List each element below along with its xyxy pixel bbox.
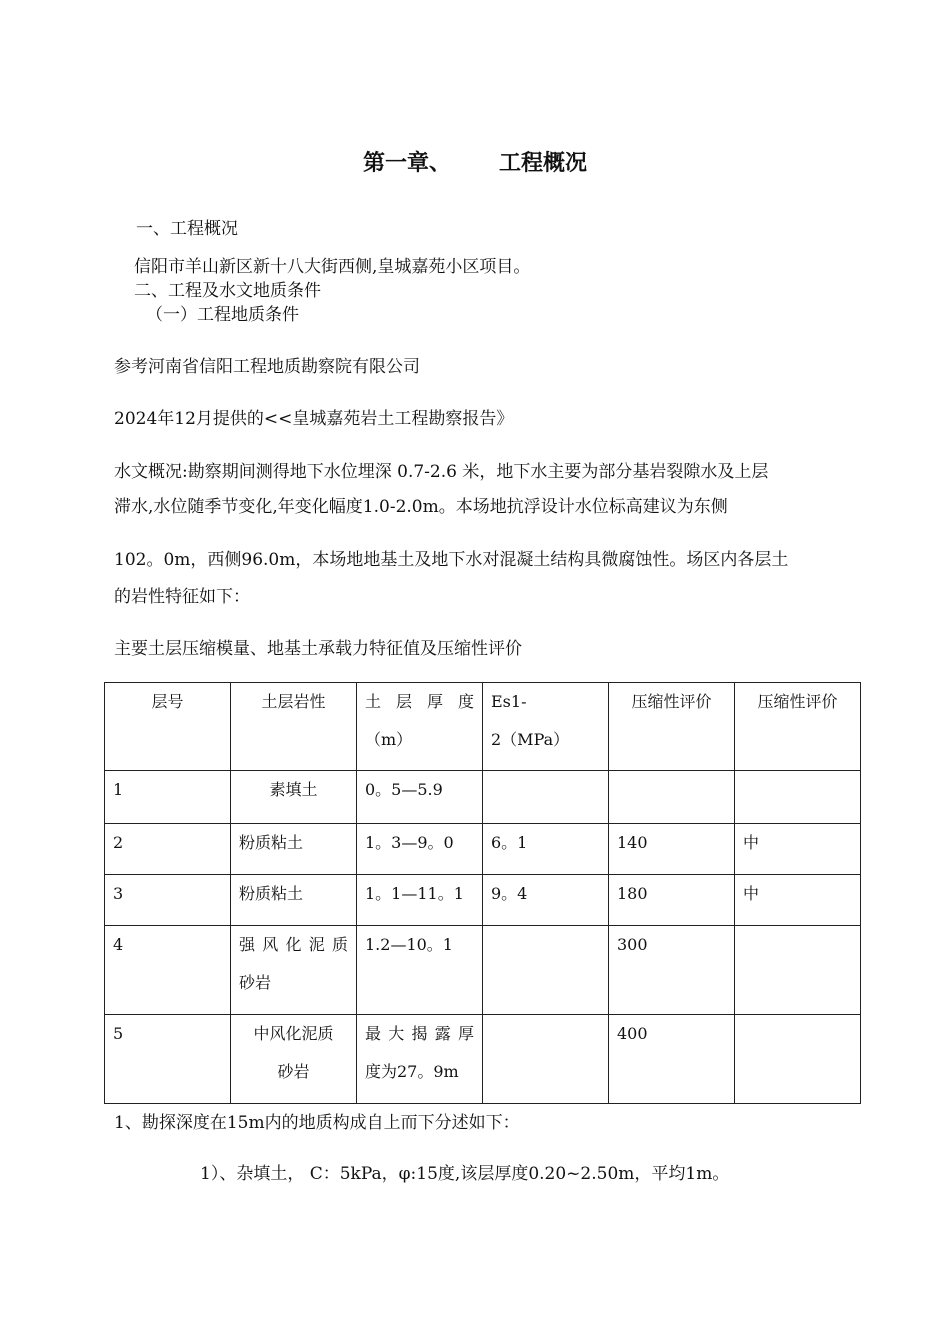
- cell-eval-2: [735, 1015, 861, 1104]
- table-row: [105, 824, 861, 875]
- table-row: [105, 875, 861, 926]
- cell-eval-1: [609, 771, 735, 824]
- title-chapter: 第一章、: [362, 151, 451, 176]
- header-layer-no: 层号: [105, 683, 231, 771]
- cell-eval-2: 中: [735, 875, 861, 926]
- cell-soil-type: 中风化泥质 砂岩: [231, 1015, 357, 1104]
- section-heading-1: 一、工程概况: [136, 219, 238, 239]
- cell-thickness: 1。3—9。0: [357, 824, 483, 875]
- cell-es: 6。1: [483, 824, 609, 875]
- cell-soil-type: 粉质粘土: [231, 824, 357, 875]
- cell-eval-2: [735, 771, 861, 824]
- table-caption: 主要土层压缩模量、地基土承载力特征值及压缩性评价: [114, 639, 522, 659]
- cell-layer-no: 1: [105, 771, 231, 824]
- cell-es: 9。4: [483, 875, 609, 926]
- cell-eval-1: 180: [609, 875, 735, 926]
- cell-eval-1: 400: [609, 1015, 735, 1104]
- hydro-line-4: 的岩性特征如下：: [114, 587, 250, 607]
- header-soil-type: 土层岩性: [231, 683, 357, 771]
- cell-soil-type: 强风化泥质 砂岩: [231, 926, 357, 1015]
- subsection-heading: （一）工程地质条件: [146, 305, 299, 325]
- cell-thickness: 最大揭露厚 度为27。9m: [357, 1015, 483, 1104]
- cell-layer-no: 2: [105, 824, 231, 875]
- cell-layer-no: 3: [105, 875, 231, 926]
- header-eval-1: 压缩性评价: [609, 683, 735, 771]
- cell-eval-2: [735, 926, 861, 1015]
- cell-layer-no: 4: [105, 926, 231, 1015]
- cell-es: [483, 771, 609, 824]
- cell-es: [483, 926, 609, 1015]
- layer-1-description: 1）、杂填土， C：5kPa，φ:15度,该层厚度0.20~2.50m，平均1m。: [200, 1164, 730, 1184]
- header-eval-2: 压缩性评价: [735, 683, 861, 771]
- hydro-line-1: 水文概况:勘察期间测得地下水位埋深 0.7-2.6 米，地下水主要为部分基岩裂隙水及上层: [114, 462, 769, 482]
- cell-eval-1: 140: [609, 824, 735, 875]
- reference-line-2: 2024年12月提供的<<皇城嘉苑岩土工程勘察报告》: [114, 409, 514, 429]
- hydro-line-2: 滞水,水位随季节变化,年变化幅度1.0-2.0m。本场地抗浮设计水位标高建议为东侧: [114, 497, 728, 517]
- cell-thickness: 1。1—11。1: [357, 875, 483, 926]
- reference-line-1: 参考河南省信阳工程地质勘察院有限公司: [114, 357, 420, 377]
- table-header-row: [105, 683, 861, 771]
- depth-intro: 1、勘探深度在15m内的地质构成自上而下分述如下：: [114, 1113, 520, 1133]
- header-thickness: 土 层 厚 度 （m）: [357, 683, 483, 771]
- table-row: [105, 926, 861, 1015]
- cell-layer-no: 5: [105, 1015, 231, 1104]
- cell-soil-type: 粉质粘土: [231, 875, 357, 926]
- table-row: [105, 1015, 861, 1104]
- title-text: 工程概况: [499, 151, 588, 176]
- cell-thickness: 1.2—10。1: [357, 926, 483, 1015]
- cell-thickness: 0。5—5.9: [357, 771, 483, 824]
- header-es: Es1- 2（MPa）: [483, 683, 609, 771]
- cell-eval-1: 300: [609, 926, 735, 1015]
- hydro-line-3: 102。0m，西侧96.0m，本场地地基土及地下水对混凝土结构具微腐蚀性。场区内各层土: [114, 550, 789, 570]
- section-heading-2: 二、工程及水文地质条件: [134, 281, 321, 301]
- cell-es: [483, 1015, 609, 1104]
- soil-layer-table: [104, 682, 861, 1104]
- table-row: [105, 771, 861, 824]
- project-location: 信阳市羊山新区新十八大街西侧,皇城嘉苑小区项目。: [134, 257, 531, 277]
- page-title: [0, 146, 950, 177]
- cell-eval-2: 中: [735, 824, 861, 875]
- cell-soil-type: 素填土: [231, 771, 357, 824]
